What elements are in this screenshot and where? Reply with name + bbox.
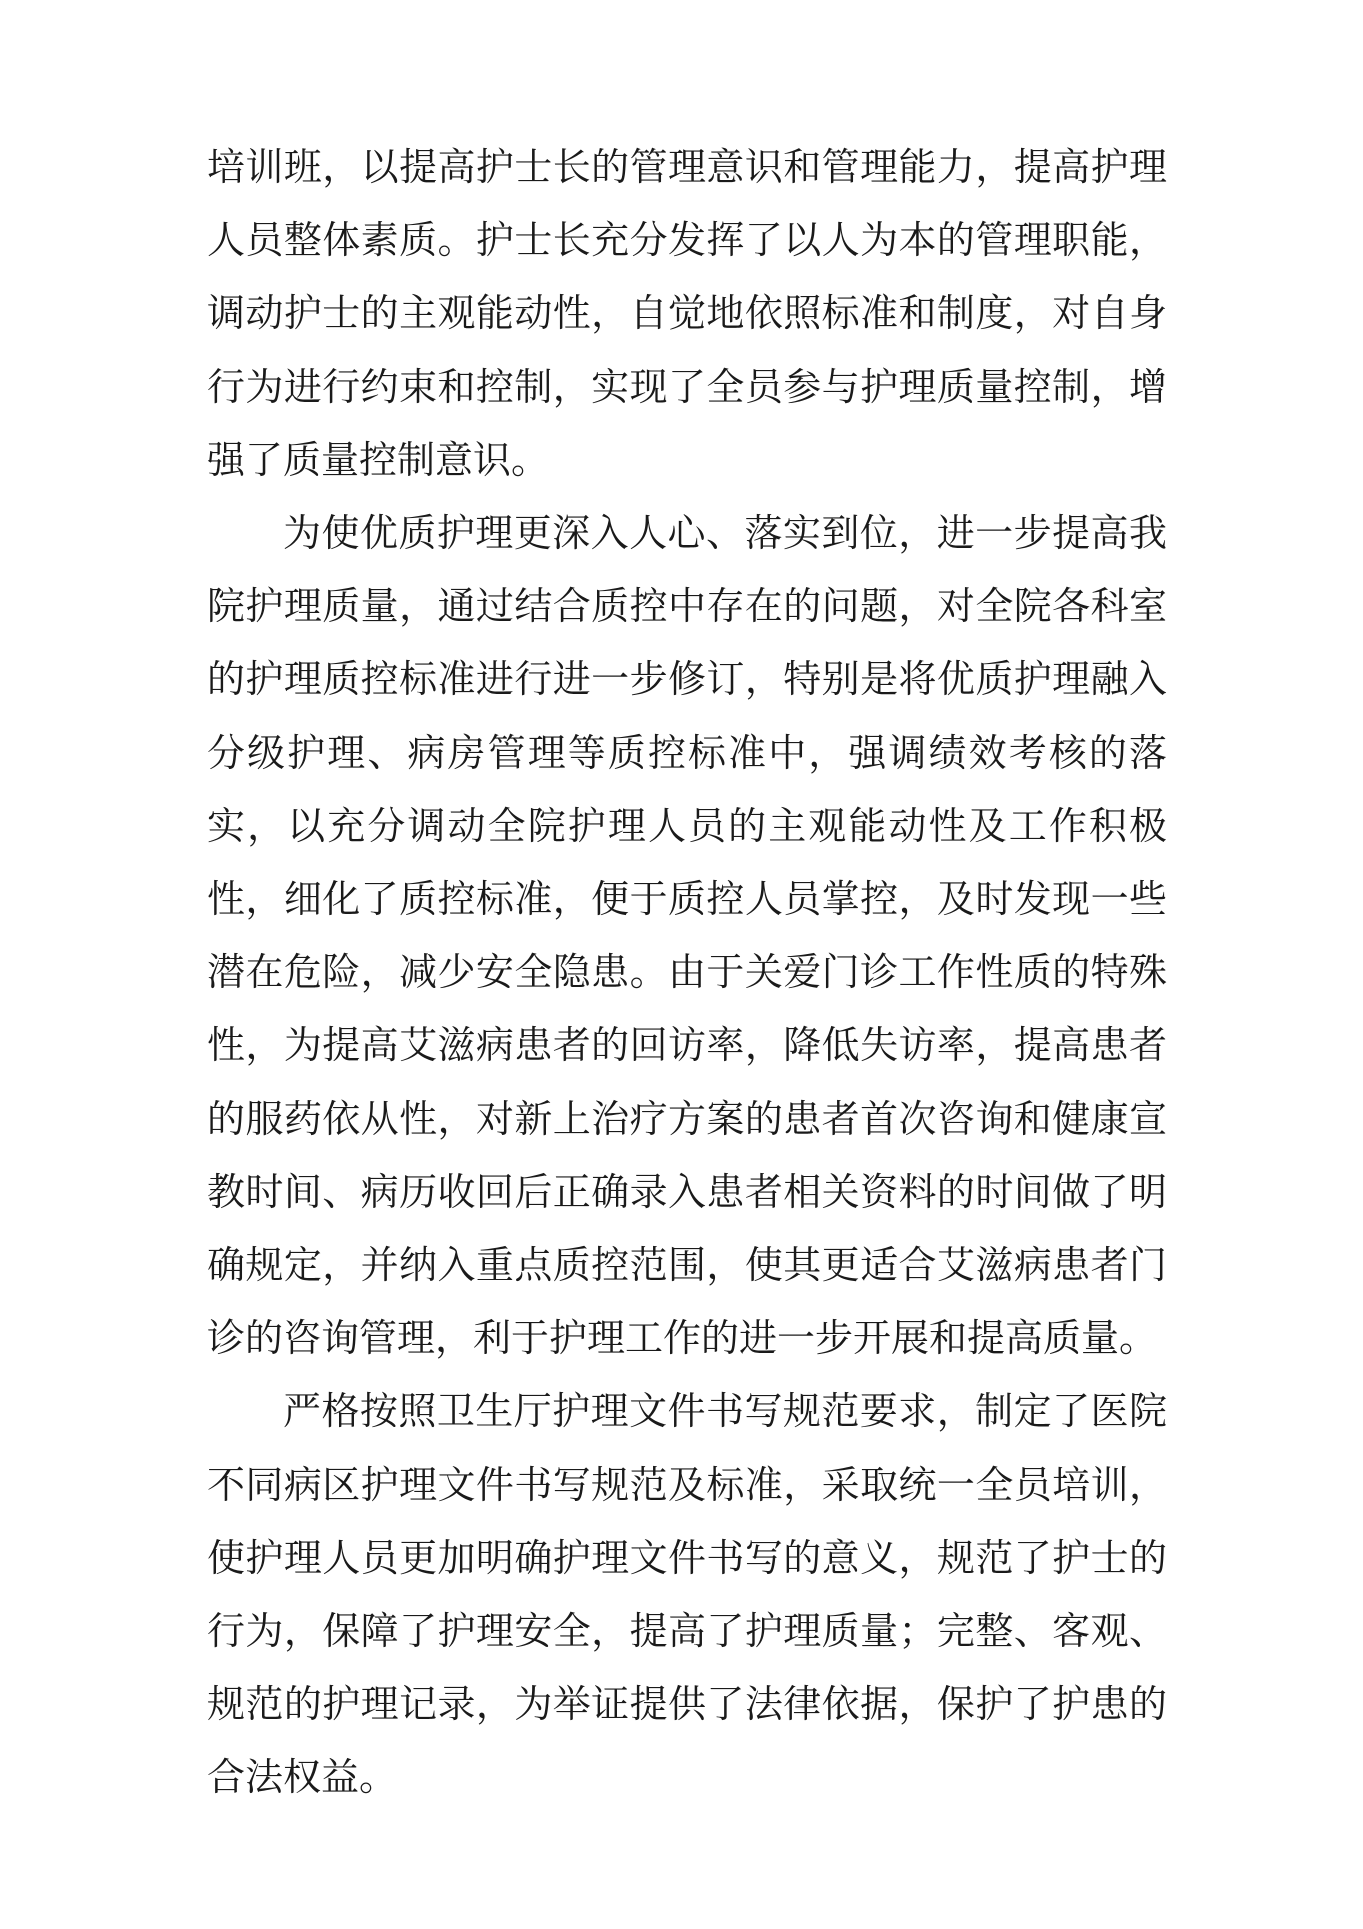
paragraph-nursing-documentation: 严格按照卫生厅护理文件书写规范要求，制定了医院不同病区护理文件书写规范及标准，采取统一全员培训，使护理人员更加明确护理文件书写的意义，规范了护士的行为，保障了护理安全，提高了护理质量；完整、客观、规范的护理记录，为举证提供了法律依据，保护了护患的合法权益。 — [207, 1389, 1167, 1800]
paragraph-quality-control-standards: 为使优质护理更深入人心、落实到位，进一步提高我院护理质量，通过结合质控中存在的问题，对全院各科室的护理质控标准进行进一步修订，特别是将优质护理融入分级护理、病房管理等质控标准中，强调绩效考核的落实，以充分调动全院护理人员的主观能动性及工作积极性，细化了质控标准，便于质控人员掌控，及时发现一些潜在危险，减少安全隐患。由于关爱门诊工作性质的特殊性，为提高艾滋病患者的回访率，降低失访率，提高患者的服药依从性，对新上治疗方案的患者首次咨询和健康宣教时间、病历收回后正确录入患者相关资料的时间做了明确规定，并纳入重点质控范围，使其更适合艾滋病患者门诊的咨询管理，利于护理工作的进一步开展和提高质量。 — [207, 511, 1167, 1361]
paragraph-continued: 培训班，以提高护士长的管理意识和管理能力，提高护理人员整体素质。护士长充分发挥了以人为本的管理职能，调动护士的主观能动性，自觉地依照标准和制度，对自身行为进行约束和控制，实现了全员参与护理质量控制，增强了质量控制意识。 — [207, 145, 1167, 482]
document-body — [207, 131, 1167, 1815]
